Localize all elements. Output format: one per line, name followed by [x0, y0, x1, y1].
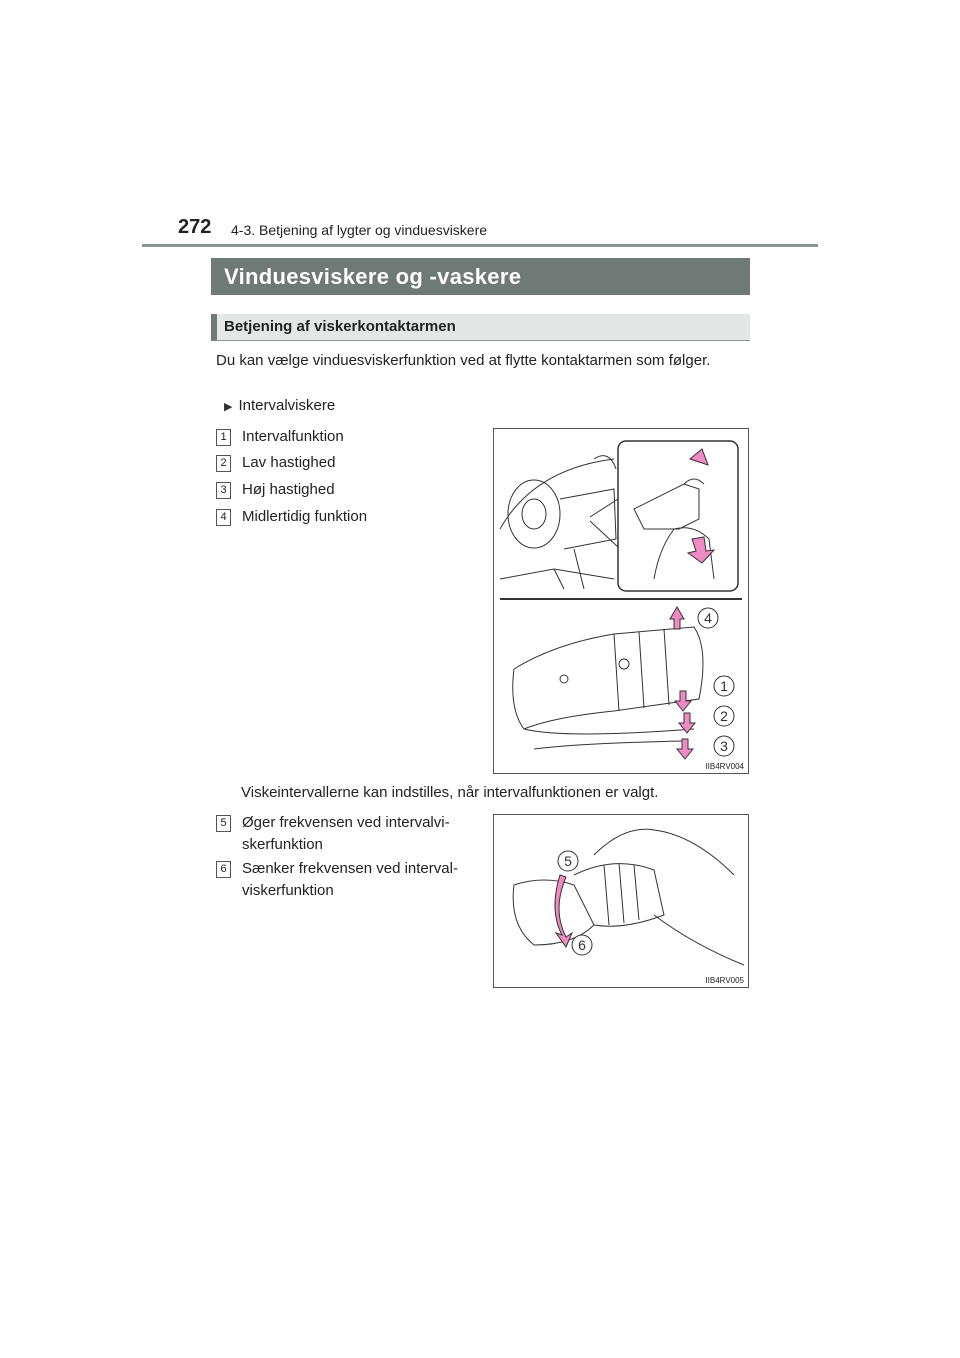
list-item [216, 859, 458, 899]
number-box: 6 [216, 861, 231, 878]
section-title: Vinduesviskere og -vaskere [224, 264, 522, 289]
wiper-lever-illustration [494, 429, 748, 773]
callout-4: 4 [704, 610, 712, 626]
list-item [216, 453, 336, 472]
list-item [216, 813, 450, 853]
callout-1: 1 [720, 678, 728, 694]
bullet-label: Intervalviskere [238, 397, 336, 414]
list-item-label: Intervalfunktion [242, 428, 344, 445]
list-item [216, 507, 368, 526]
list-item [216, 427, 344, 446]
bullet-intervalviskere [224, 397, 335, 414]
intro-paragraph: Du kan vælge vinduesviskerfunktion ved at flytte kontaktarmen som følger. [216, 352, 711, 369]
list-item-label: Sænker frekvensen ved interval-viskerfunktion [242, 860, 458, 899]
callout-5: 5 [564, 853, 572, 869]
list-item-label: Høj hastighed [242, 481, 335, 498]
callout-6: 6 [578, 937, 586, 953]
header-rule [142, 244, 818, 247]
figure-code: IIB4RV004 [705, 762, 744, 771]
interval-paragraph: Viskeintervallerne kan indstilles, når intervalfunktionen er valgt. [241, 784, 659, 801]
number-box: 2 [216, 455, 231, 472]
list-item [216, 480, 335, 499]
interval-adjust-figure [493, 814, 749, 988]
list-item-label: Øger frekvensen ved intervalvi-skerfunktion [242, 814, 450, 853]
number-box: 1 [216, 429, 231, 446]
chapter-heading: 4-3. Betjening af lygter og vinduesviskere [231, 222, 488, 238]
number-box: 4 [216, 509, 231, 526]
number-box: 3 [216, 482, 231, 499]
interval-adjust-illustration [494, 815, 748, 987]
wiper-lever-figure [493, 428, 749, 774]
list-item-label: Midlertidig funktion [242, 508, 368, 525]
triangle-bullet-icon: ▶ [224, 401, 233, 413]
figure-code: IIB4RV005 [705, 976, 744, 985]
subsection-title: Betjening af viskerkontaktarmen [224, 318, 456, 335]
page-number: 272 [178, 216, 212, 238]
number-box: 5 [216, 815, 231, 832]
list-item-label: Lav hastighed [242, 454, 336, 471]
callout-2: 2 [720, 708, 728, 724]
callout-3: 3 [720, 738, 728, 754]
